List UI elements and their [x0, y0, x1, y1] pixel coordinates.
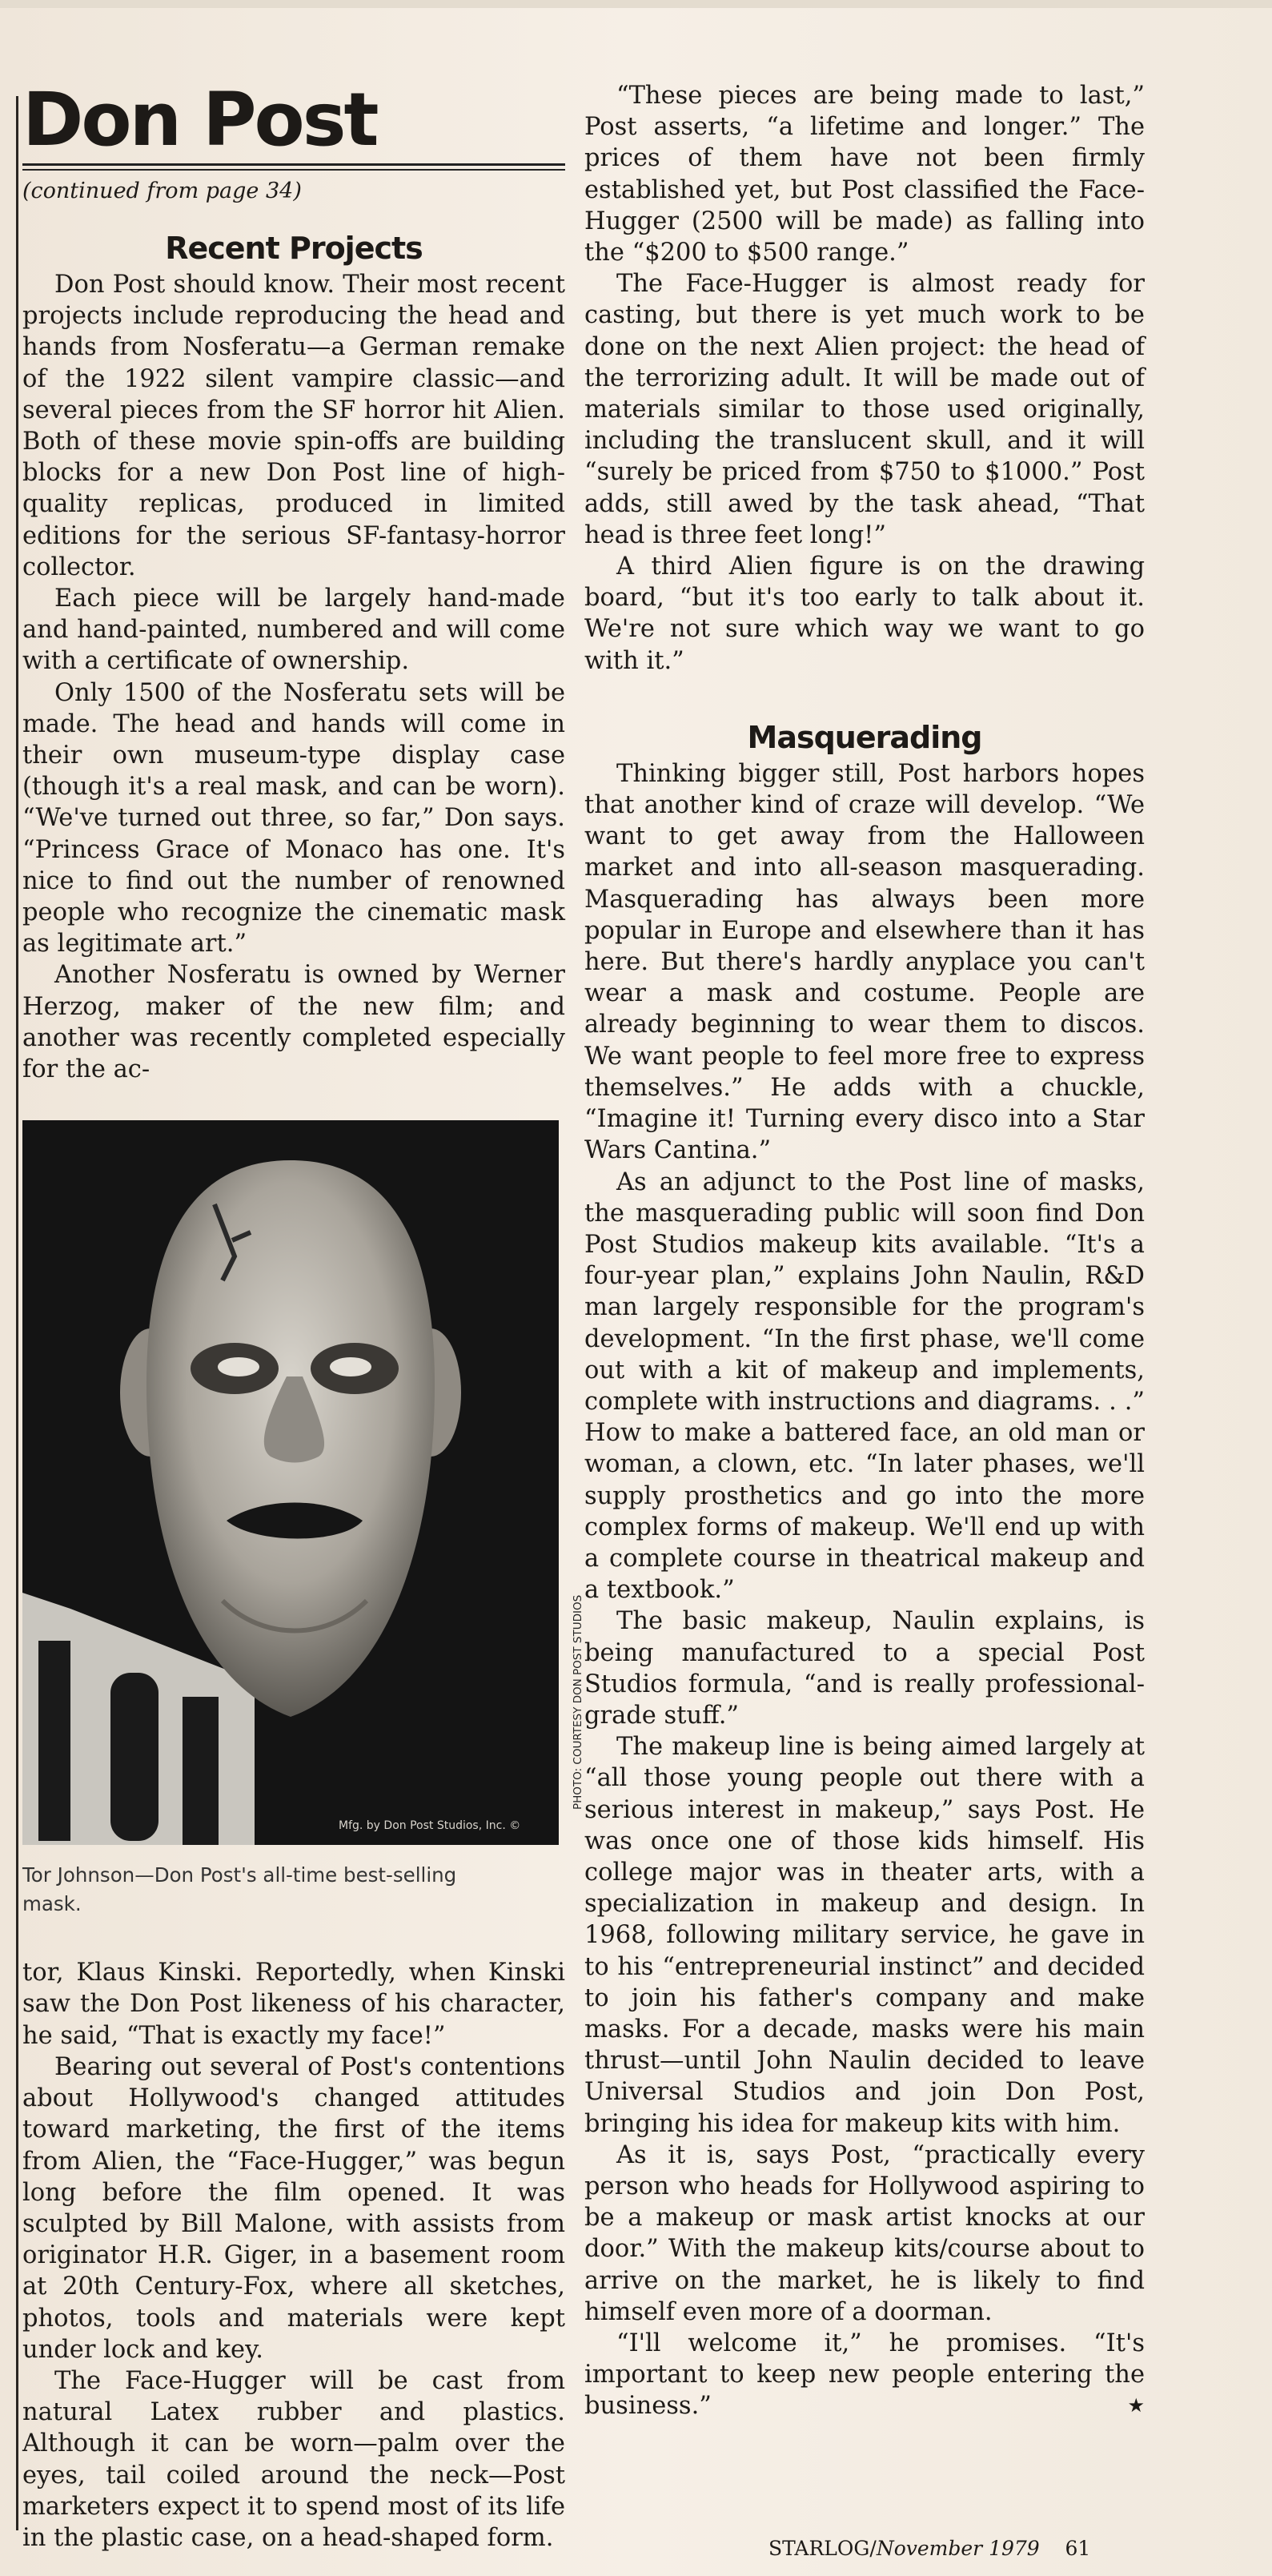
right-column — [584, 80, 1145, 2422]
left-column — [22, 77, 565, 2554]
tor-johnson-mask-photo — [22, 1120, 559, 1845]
paragraph: As it is, says Post, “practically every person who heads for Hollywood aspiring to be a makeup or mask artist knocks at our door.” With the makeup kits/course about to arrive on the market, he is likely to find himself even more of a doorman. — [584, 2140, 1145, 2326]
paragraph: Each piece will be largely hand-made and hand-painted, numbered and will come with a certificate of ownership. — [22, 585, 565, 676]
article-title: Don Post — [22, 77, 377, 163]
photo-credit: PHOTO: COURTESY DON POST STUDIOS — [572, 1594, 584, 1810]
paragraph: Only 1500 of the Nosferatu sets will be made. The head and hands will come in their own museum-type display case (though it's a real mask, and can be worn). “We've turned out three, so far,” Don says. “Princess Grace of Monaco has one. It's nice to find out the number of renowned people who recognize the cinematic mask as legitimate art.” — [22, 678, 565, 958]
paragraph: The Face-Hugger will be cast from natural Latex rubber and plastics. Although it can be worn—palm over the eyes, tail coiled around the neck—Post marketers expect it to spend most of its life in the plastic case, on a head-shaped form. — [22, 2366, 565, 2552]
paragraph: Another Nosferatu is owned by Werner Herzog, maker of the new film; and another was recently completed especially for the ac- — [22, 961, 565, 1084]
paragraph: Bearing out several of Post's contentions about Hollywood's changed attitudes toward marketing, the first of the items from Alien, the “Face-Hugger,” was begun long before the film opened. It was sculpted by Bill Malone, with assists from originator H.R. Giger, in a basement room at 20th Century-Fox, where all sketches, photos, tools and materials were kept under lock and key. — [22, 2052, 565, 2364]
paragraph: “These pieces are being made to last,” Post asserts, “a lifetime and longer.” The prices of them have not been firmly established yet, but Post classified the Face-Hugger (2500 will be made) as falling into the “$200 to $500 range.” — [584, 82, 1145, 267]
closing-text: “I'll welcome it,” he promises. “It's important to keep new people entering the business.” — [584, 2329, 1145, 2421]
mask-illustration — [22, 1120, 559, 1845]
paragraph: The makeup line is being aimed largely at “all those young people out there with a serious interest in makeup,” says Post. He was once one of those kids himself. His college major was in theater arts, with a specialization in makeup and design. In 1968, following military service, he gave in to his “entrepreneurial instinct” and decided to join his father's company and make masks. For a decade, masks were his main thrust—until John Naulin decided to leave Universal Studios and join Don Post, bringing his idea for makeup kits with him. — [584, 1733, 1145, 2138]
page-number: 61 — [1065, 2537, 1091, 2560]
paragraph — [584, 2328, 1145, 2422]
paragraph: A third Alien figure is on the drawing board, “but it's too early to talk about it. We're not sure which way we want to go with it.” — [584, 553, 1145, 675]
subhead-recent-projects: Recent Projects — [165, 231, 423, 266]
photo-caption: Tor Johnson—Don Post's all-time best-selling mask. — [22, 1863, 457, 1916]
paragraph: The Face-Hugger is almost ready for casting, but there is yet much work to be done on the next Alien project: the head of the terrorizing adult. It will be made out of materials similar to those used originally, including the translucent skull, and it will “surely be priced from $750 to $1000.” Post adds, still awed by the task ahead, “That head is three feet long!” — [584, 270, 1145, 549]
page-footer: STARLOG/November 1979 61 — [768, 2537, 1091, 2560]
paragraph: As an adjunct to the Post line of masks, the masquerading public will soon find Don Post Studios makeup kits available. “It's a four-year plan,” explains John Naulin, R&D man largely responsible for the program's development. “In the first phase, we'll come out with a kit of makeup and implements, complete with instructions and diagrams. . .” How to make a battered face, an old man or woman, a clown, etc. “In later phases, we'll supply prosthetics and go into the more complex forms of makeup. We'll end up with a complete course in theatrical makeup and a textbook.” — [584, 1167, 1145, 1605]
mfg-credit: Mfg. by Don Post Studios, Inc. © — [339, 1819, 521, 1833]
paragraph: Thinking bigger still, Post harbors hopes that another kind of craze will develop. “We want to get away from the Halloween market and into all-season masquerading. Masquerading has always been more popular in Europe and elsewhere than it has here. But there's hardly anyplace you can't wear a mask and costume. People are already beginning to wear them to discos. We want people to feel more free to express themselves.” He adds with a chuckle, “Imagine it! Turning every disco into a Star Wars Cantina.” — [584, 759, 1145, 1165]
paragraph: Don Post should know. Their most recent projects include reproducing the head and hands from Nosferatu—a German remake of the 1922 silent vampire classic—and several pieces from the SF horror hit Alien. Both of these movie spin-offs are building blocks for a new Don Post line of high-quality replicas, produced in limited editions for the serious SF-fantasy-horror collector. — [22, 271, 565, 581]
paragraph: tor, Klaus Kinski. Reportedly, when Kinski saw the Don Post likeness of his character, he said, “That is exactly my face!” — [22, 1959, 565, 2050]
magazine-name: STARLOG — [768, 2537, 870, 2560]
issue-date: November 1979 — [876, 2537, 1040, 2560]
title-double-rule — [22, 163, 565, 171]
left-column-rule — [16, 96, 18, 2530]
continued-note: (continued from page 34) — [22, 179, 302, 203]
page-top-edge — [0, 0, 1272, 8]
paragraph: The basic makeup, Naulin explains, is being manufactured to a special Post Studios formula, “and is really professional-grade stuff.” — [584, 1607, 1145, 1730]
subhead-masquerading: Masquerading — [747, 719, 982, 755]
end-star-icon: ★ — [1127, 2394, 1145, 2417]
